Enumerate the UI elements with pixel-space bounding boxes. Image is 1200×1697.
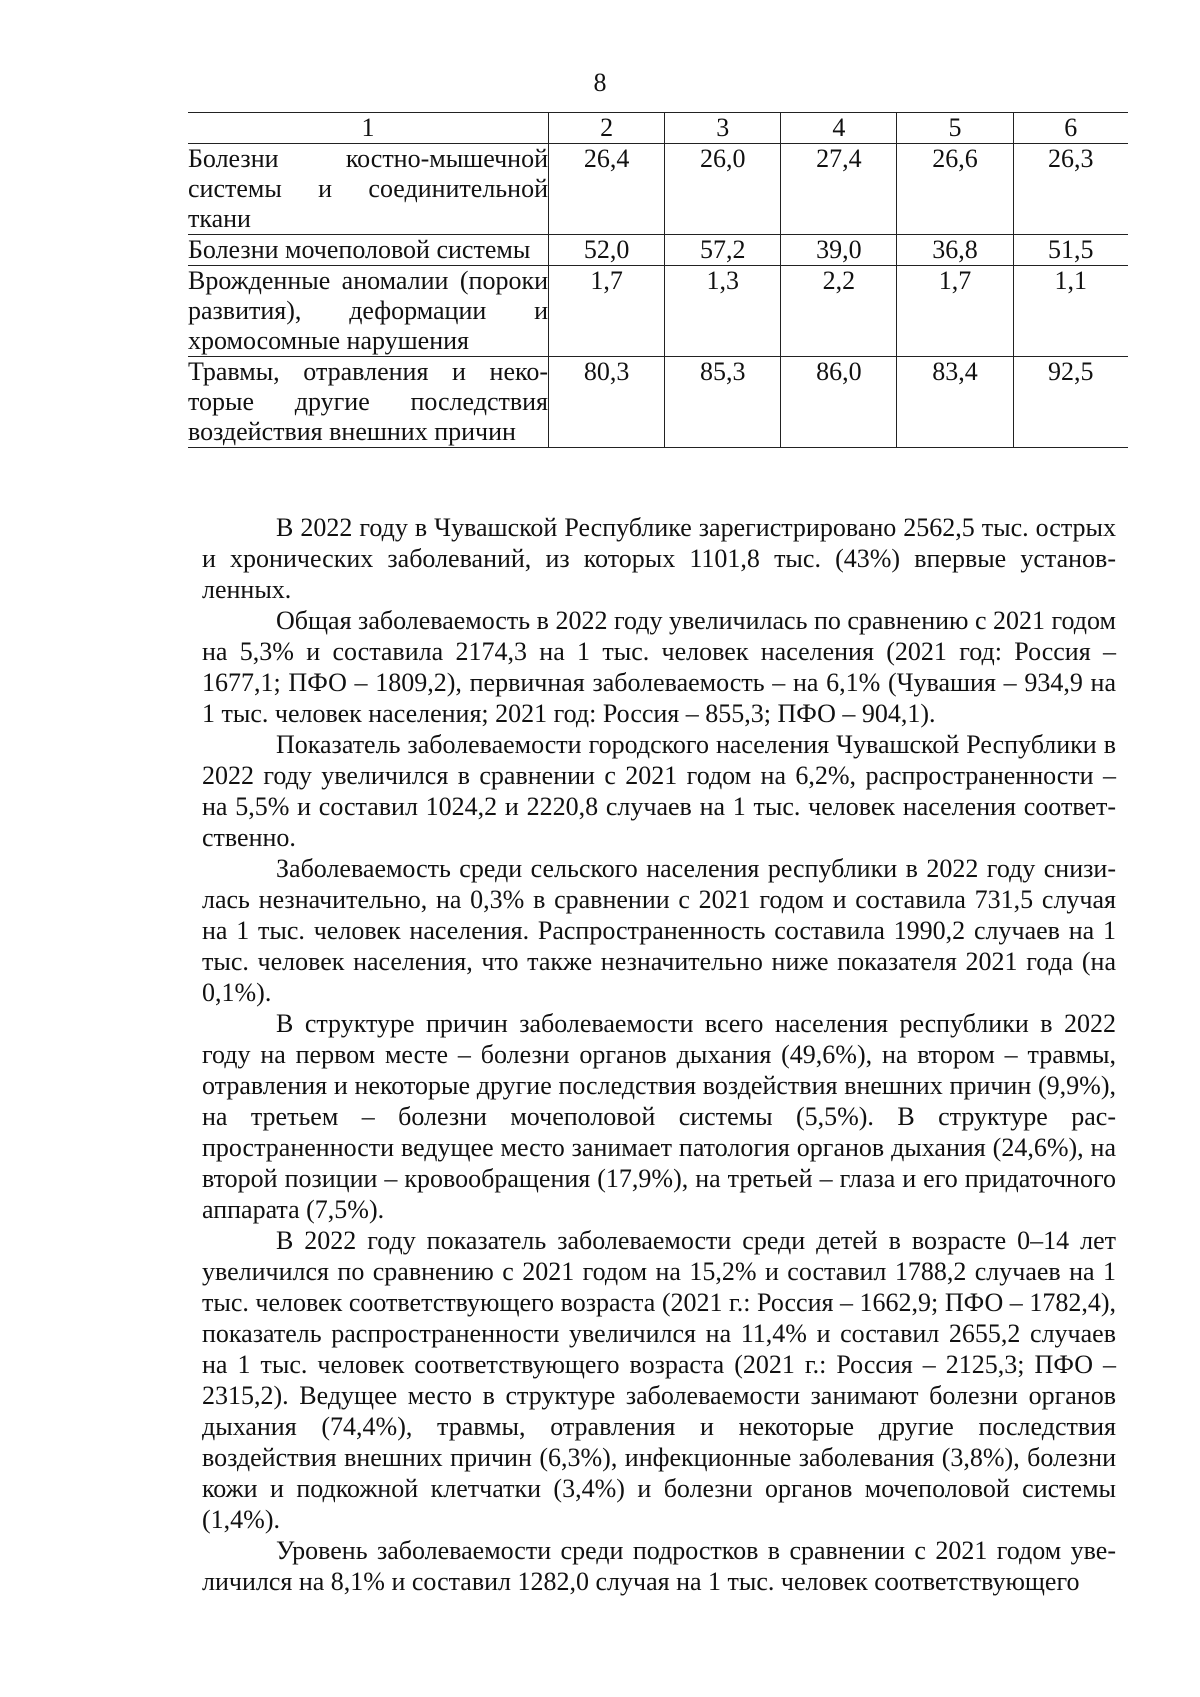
row-label: Врожденные аномалии (пороки развития), деформации и хромосомные нарушения: [188, 266, 548, 355]
page-number: 8: [593, 68, 607, 97]
paragraph: В 2022 году показатель заболеваемости среди детей в возрасте 0–14 лет увеличился по сравнению с 2021 годом на 15,2% и составил 1788,2 случаев на 1 тыс. человек соответствующего возраста (2021 г.: Россия – 1662,9; ПФО – 1782,4), показатель распространенности увеличился на 11,4% и составил 2655,2 случаев на 1 тыс. человек соответствующего возраста (2021 г.: Россия – 2125,3; ПФО – 2315,2). Ведущее место в структуре заболеваемости занимают болезни органов дыхания (74,4%), травмы, отравления и некоторые другие последствия воздействия внешних причин (6,3%), инфекционные заболевания (3,8%), болезни кожи и подкожной клетчатки (3,4%) и болезни органов мочеполовой системы (1,4%).: [202, 1226, 1116, 1534]
table-cell: 1,7: [549, 266, 665, 357]
column-header: 2: [549, 113, 665, 144]
table-row: [188, 235, 1128, 266]
paragraph: Уровень заболеваемости среди подростков в сравнении с 2021 годом увеличился на 8,1% и составил 1282,0 случая на 1 тыс. человек соответствующего: [202, 1536, 1116, 1596]
table-row: [188, 266, 1128, 357]
column-header: 4: [781, 113, 897, 144]
table-cell: 36,8: [897, 235, 1013, 266]
table-cell: 26,4: [549, 144, 665, 235]
table-cell: 39,0: [781, 235, 897, 266]
table-header-row: [188, 113, 1128, 144]
table-cell: 83,4: [897, 357, 1013, 448]
row-label: Травмы, отравления и некоторые другие последствия воздействия внешних причин: [188, 357, 548, 446]
table-cell: 1,1: [1013, 266, 1128, 357]
table-cell: 85,3: [665, 357, 781, 448]
table-cell: 27,4: [781, 144, 897, 235]
paragraph: Заболеваемость среди сельского населения республики в 2022 году снизилась незначительно, на 0,3% в сравнении с 2021 годом и составила 731,5 случая на 1 тыс. человек населения. Распространенность составила 1990,2 случаев на 1 тыс. человек населения, что также незначительно ниже показателя 2021 года (на 0,1%).: [202, 854, 1116, 1007]
paragraph: Общая заболеваемость в 2022 году увеличилась по сравнению с 2021 годом на 5,3% и составила 2174,3 на 1 тыс. человек населения (2021 год: Россия – 1677,1; ПФО – 1809,2), первичная заболеваемость – на 6,1% (Чувашия – 934,9 на 1 тыс. человек населения; 2021 год: Россия – 855,3; ПФО – 904,1).: [202, 606, 1116, 728]
column-header: 1: [188, 113, 549, 144]
table-cell: 26,3: [1013, 144, 1128, 235]
row-label: Болезни костно-мышечной системы и соединительной ткани: [188, 144, 548, 233]
table-cell: 92,5: [1013, 357, 1128, 448]
body-text: [202, 512, 1116, 1597]
table-cell: 52,0: [549, 235, 665, 266]
table-cell: 26,0: [665, 144, 781, 235]
morbidity-table: [188, 112, 1128, 448]
table-cell: 2,2: [781, 266, 897, 357]
column-header: 3: [665, 113, 781, 144]
table-cell: 26,6: [897, 144, 1013, 235]
table-cell: 57,2: [665, 235, 781, 266]
paragraph: В структуре причин заболеваемости всего населения республики в 2022 году на первом месте – болезни органов дыхания (49,6%), на втором – травмы, отравления и некоторые другие последствия воздействия внешних причин (9,9%), на третьем – болезни мочеполовой системы (5,5%). В структуре распространенности ведущее место занимает патология органов дыхания (24,6%), на второй позиции – кровообращения (17,9%), на третьей – глаза и его придаточного аппарата (7,5%).: [202, 1009, 1116, 1224]
table-cell: 1,7: [897, 266, 1013, 357]
column-header: 6: [1013, 113, 1128, 144]
table-row: [188, 357, 1128, 448]
table-cell: 51,5: [1013, 235, 1128, 266]
table-cell: 80,3: [549, 357, 665, 448]
paragraph: В 2022 году в Чувашской Республике зарегистрировано 2562,5 тыс. острых и хронических заболеваний, из которых 1101,8 тыс. (43%) впервые установленных.: [202, 513, 1116, 604]
table-cell: 1,3: [665, 266, 781, 357]
table-cell: 86,0: [781, 357, 897, 448]
paragraph: Показатель заболеваемости городского населения Чувашской Республики в 2022 году увеличился в сравнении с 2021 годом на 6,2%, распространенности – на 5,5% и составил 1024,2 и 2220,8 случаев на 1 тыс. человек населения соответственно.: [202, 730, 1116, 852]
row-label: Болезни мочеполовой системы: [188, 235, 549, 266]
table-row: [188, 144, 1128, 235]
column-header: 5: [897, 113, 1013, 144]
